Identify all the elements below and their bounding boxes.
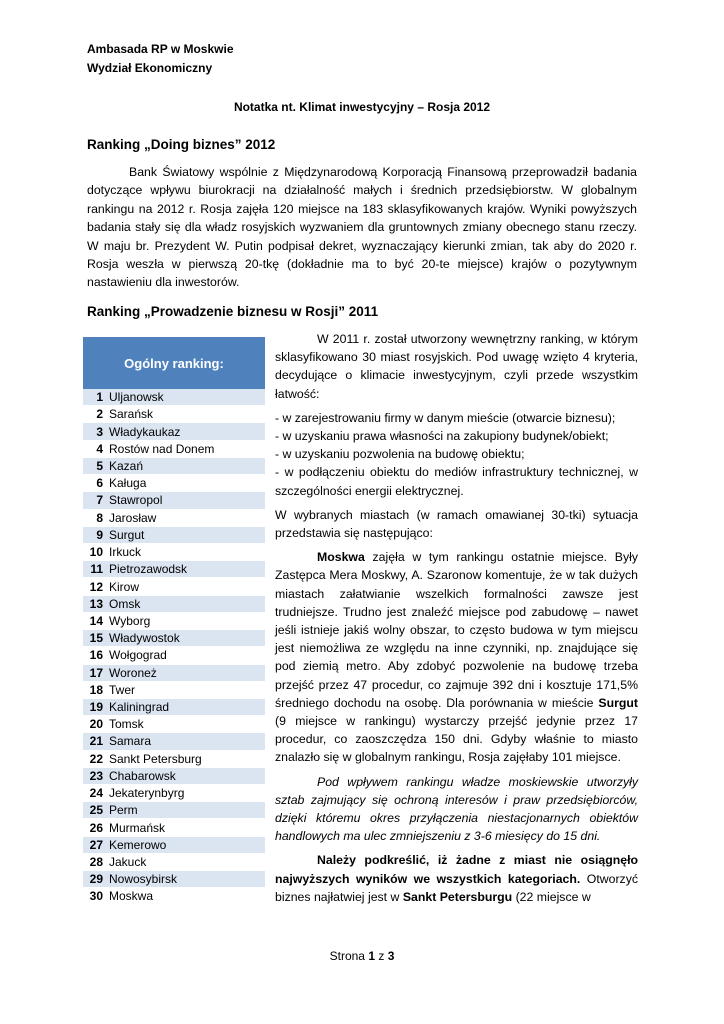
ranking-city: Wołgograd	[109, 648, 167, 663]
ranking-city: Sarańsk	[109, 407, 154, 422]
page-footer	[0, 949, 724, 963]
ranking-city: Władykaukaz	[109, 424, 181, 439]
ranking-city: Chabarowsk	[109, 768, 176, 783]
ranking-position: 14	[89, 613, 103, 628]
ranking-city: Kaliningrad	[109, 700, 170, 715]
ranking-city: Jakuck	[109, 855, 147, 870]
ranking-row	[83, 819, 265, 836]
ranking-position: 25	[89, 803, 103, 818]
section1-paragraph	[87, 163, 637, 292]
ranking-row	[83, 630, 265, 647]
ranking-position: 27	[89, 837, 103, 852]
ranking-row	[83, 665, 265, 682]
ranking-row	[83, 492, 265, 509]
note-paragraph	[275, 851, 638, 906]
ranking-row	[83, 647, 265, 664]
footer-prefix: Strona	[329, 949, 369, 963]
criterion-item: - w podłączeniu obiektu do mediów infrastruktury technicznej, w szczególności energii elektrycznej.	[275, 465, 638, 498]
ranking-position: 15	[89, 631, 103, 646]
situation-paragraph: W wybranych miastach (w ramach omawianej 30-tki) sytuacja przedstawia się następująco:	[275, 507, 638, 541]
ranking-position: 28	[89, 855, 103, 870]
ranking-row	[83, 733, 265, 750]
ranking-row	[83, 854, 265, 871]
ranking-row	[83, 544, 265, 561]
ranking-row	[83, 578, 265, 595]
italic-text: Pod wpływem rankingu władze moskiewskie utworzyły sztab zajmujący się ochroną interesów i praw przedsiębiorców, dzięki któremu okres przyłączenia niestacjonarnych obiektów handlowych ma ulec zmniejszeniu z 3-6 miesięcy do 15 dni.	[275, 774, 638, 844]
ranking-position: 20	[89, 717, 103, 732]
ranking-row	[83, 596, 265, 613]
ranking-row	[83, 423, 265, 440]
ranking-city: Twer	[109, 682, 136, 697]
ranking-position: 7	[96, 493, 103, 508]
criterion-item: - w zarejestrowaniu firmy w danym mieście (otwarcie biznesu);	[275, 410, 616, 425]
note-bold: Należy podkreślić, iż żadne z miast nie osiągnęło najwyższych wyników we wszystkich kategoriach.	[275, 853, 638, 886]
criterion-item: - w uzyskaniu prawa własności na zakupiony budynek/obiekt;	[275, 429, 609, 444]
ranking-row	[83, 837, 265, 854]
ranking-row	[83, 406, 265, 423]
moscow-text-1: zajęła w tym rankingu ostatnie miejsce. Były Zastępca Mera Moskwy, A. Szaronow komentuje, że w tak dużych miastach załatwianie wszelkich formalności zawsze jest trudniejsze. Trudno jest znaleźć miejsce pod zabudowę – nawet jeśli istnieje jakiś wolny obszar, to często budowa w tym miejscu jest niemożliwa ze względu na inne czynniki, np. znajdujące się pod ziemią metro. Aby zdobyć pozwolenie na budowę trzeba przejść przez 47 procedur, co zajmuje 392 dni i kosztuje 171,5% średniego dochodu na osobę. Dla porównania w mieście	[275, 550, 638, 710]
ranking-city: Pietrozawodsk	[109, 562, 188, 577]
ranking-position: 26	[89, 820, 103, 835]
ranking-position: 5	[96, 458, 103, 473]
ranking-row	[83, 751, 265, 768]
ranking-row	[83, 785, 265, 802]
ranking-row	[83, 561, 265, 578]
ranking-city: Omsk	[109, 596, 141, 611]
ranking-position: 21	[89, 734, 103, 749]
ranking-position: 10	[89, 545, 103, 560]
ranking-position: 9	[96, 527, 103, 542]
note-text: Otworzyć biznes najłatwiej jest w	[275, 871, 638, 904]
ranking-city: Kaługa	[109, 476, 147, 491]
ranking-row	[83, 871, 265, 888]
ranking-city: Moskwa	[109, 889, 154, 904]
ranking-city: Nowosybirsk	[109, 872, 178, 887]
criterion-item: - w uzyskaniu pozwolenia na budowę obiektu;	[275, 447, 525, 462]
ranking-city: Surgut	[109, 527, 145, 542]
ranking-city: Wyborg	[109, 613, 151, 628]
ranking-row	[83, 510, 265, 527]
ranking-city: Irkuck	[109, 545, 142, 560]
ranking-city: Woroneż	[109, 665, 157, 680]
moscow-bold: Moskwa	[317, 550, 365, 565]
ranking-position: 8	[96, 510, 103, 525]
ranking-row	[83, 802, 265, 819]
ranking-position: 12	[89, 579, 103, 594]
ranking-position: 2	[96, 407, 103, 422]
ranking-row	[83, 716, 265, 733]
ranking-position: 11	[90, 562, 103, 577]
ranking-position: 23	[89, 768, 103, 783]
ranking-position: 13	[89, 596, 103, 611]
footer-page: 1	[368, 949, 376, 963]
ranking-row	[83, 441, 265, 458]
ranking-city: Uljanowsk	[109, 390, 164, 405]
ranking-city: Kazań	[109, 458, 144, 473]
intro-paragraph	[275, 330, 638, 403]
ranking-row	[83, 888, 265, 905]
ranking-city: Jarosław	[109, 510, 157, 525]
ranking-position: 24	[89, 786, 103, 801]
moscow-paragraph	[275, 548, 638, 766]
ranking-position: 16	[89, 648, 103, 663]
ranking-city: Kirow	[109, 579, 140, 594]
ranking-row	[83, 475, 265, 492]
section2-body	[275, 330, 638, 912]
ranking-position: 1	[96, 390, 103, 405]
ranking-position: 4	[96, 441, 103, 456]
note-text-2: (22 miejsce w	[512, 889, 591, 904]
ranking-row	[83, 389, 265, 406]
moscow-text-2: (9 miejsce w rankingu) wystarczy przejść jedynie przez 17 procedur, co zaoszczędza 150 dni. Gdyby właśnie to miasto znalazło się w globalnym rankingu, Rosja zajęłaby 101 miejsce.	[275, 714, 638, 765]
intro-text: W 2011 r. został utworzony wewnętrzny ranking, w którym sklasyfikowano 30 miast rosyjskich. Pod uwagę wzięto 4 kryteria, decydujące o klimacie inwestycyjnym, czyli przede wszystkim łatwość:	[275, 332, 638, 401]
department-name: Wydział Ekonomiczny	[87, 61, 213, 75]
ranking-position: 6	[96, 476, 103, 491]
section2-heading: Ranking „Prowadzenie biznesu w Rosji” 2011	[87, 304, 379, 319]
footer-total: 3	[387, 949, 395, 963]
ranking-city: Kemerowo	[109, 837, 167, 852]
section1-text: Bank Światowy wspólnie z Międzynarodową Korporacją Finansową przeprowadził badania dotyczące wpływu biurokracji na działalność małych i średnich przedsiębiorstw. W globalnym rankingu na 2012 r. Rosja zajęła 120 miejsce na 183 sklasyfikowanych krajów. Wyniki powyższych badania stały się dla władz rosyjskich wyzwaniem dla gruntownych zmiany obecnego stanu rzeczy. W maju br. Prezydent W. Putin podpisał dekret, wyznaczający kierunki zmian, tak aby do 2020 r. Rosja weszła w pierwszą 20-tkę (dokładnie ma to być 20-te miejsce) krajów o pozytywnym nastawieniu dla inwestorów.	[87, 165, 637, 290]
ranking-city: Władywostok	[109, 631, 180, 646]
ranking-city: Rostów nad Donem	[109, 441, 215, 456]
ranking-position: 17	[89, 665, 103, 680]
ranking-rows	[83, 389, 265, 906]
ranking-position: 18	[89, 682, 103, 697]
ranking-row	[83, 682, 265, 699]
ranking-position: 19	[89, 700, 103, 715]
ranking-city: Tomsk	[109, 717, 144, 732]
ranking-row	[83, 458, 265, 475]
ranking-city: Stawropol	[109, 493, 163, 508]
ranking-position: 22	[89, 751, 103, 766]
section1-heading: Ranking „Doing biznes” 2012	[87, 137, 276, 152]
ranking-city: Murmańsk	[109, 820, 166, 835]
ranking-row	[83, 613, 265, 630]
ranking-position: 3	[96, 424, 103, 439]
italic-paragraph	[275, 773, 638, 846]
ranking-table-header: Ogólny ranking:	[83, 337, 265, 389]
ranking-row	[83, 768, 265, 785]
ranking-city: Samara	[109, 734, 152, 749]
ranking-city: Perm	[109, 803, 138, 818]
embassy-name: Ambasada RP w Moskwie	[87, 42, 234, 56]
ranking-table	[83, 337, 265, 906]
surgut-bold: Surgut	[598, 695, 638, 710]
ranking-position: 30	[89, 889, 103, 904]
spb-bold: Sankt Petersburgu	[402, 889, 513, 904]
ranking-city: Jekaterynbyrg	[109, 786, 185, 801]
document-title: Notatka nt. Klimat inwestycyjny – Rosja 2012	[233, 100, 491, 114]
ranking-row	[83, 699, 265, 716]
ranking-row	[83, 527, 265, 544]
footer-middle: z	[375, 949, 388, 963]
ranking-city: Sankt Petersburg	[109, 751, 202, 766]
ranking-position: 29	[89, 872, 103, 887]
